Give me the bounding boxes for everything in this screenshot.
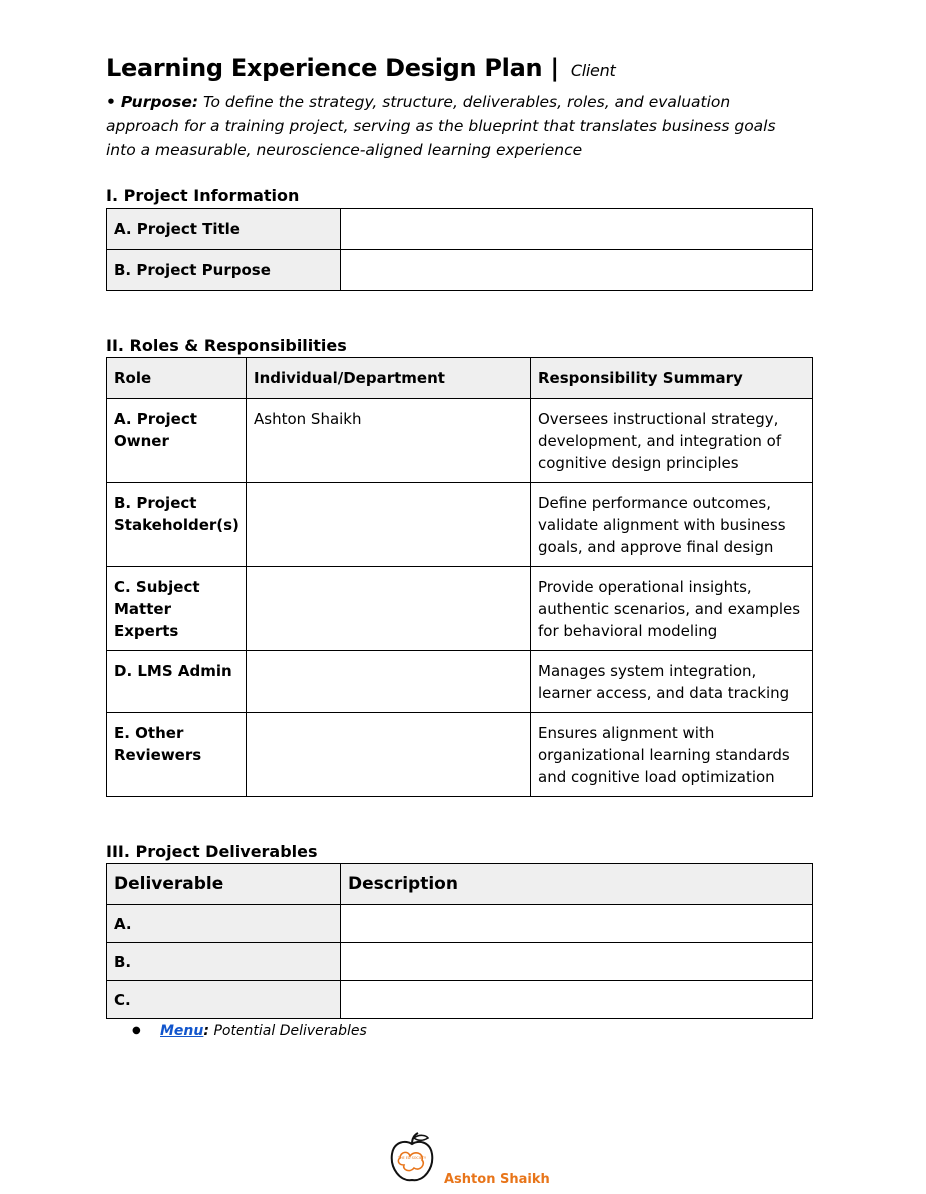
note-colon: : (203, 1023, 209, 1039)
table-row (107, 905, 813, 943)
deliverables-table (106, 863, 813, 1019)
title-separator: | (550, 54, 559, 82)
role-cell: E. Other Reviewers (107, 713, 247, 797)
purpose-text: To define the strategy, structure, deliverables, roles, and evaluation approach for a training project, serving as the blueprint that translates business goals into a measurable, neuroscience-aligned learning experience (106, 93, 776, 159)
column-header-summary: Responsibility Summary (531, 358, 813, 399)
purpose-bullet: • (106, 93, 116, 111)
table-row (107, 651, 813, 713)
purpose-statement (106, 90, 806, 162)
purpose-label: Purpose: (120, 93, 199, 111)
project-purpose-field[interactable] (341, 250, 813, 291)
menu-link[interactable]: Menu (160, 1023, 204, 1039)
client-label: Client (570, 61, 616, 80)
table-row (107, 943, 813, 981)
column-header-role: Role (107, 358, 247, 399)
roles-table (106, 357, 813, 797)
deliverable-label: A. (107, 905, 341, 943)
deliverable-description-field[interactable] (341, 943, 813, 981)
project-information-table (106, 208, 813, 291)
column-header-deliverable: Deliverable (107, 864, 341, 905)
deliverable-description-field[interactable] (341, 981, 813, 1019)
note-text: Potential Deliverables (213, 1023, 367, 1039)
table-row (107, 981, 813, 1019)
role-cell: B. Project Stakeholder(s) (107, 483, 247, 567)
table-row (107, 250, 813, 291)
project-purpose-label: B. Project Purpose (107, 250, 341, 291)
summary-cell: Oversees instructional strategy, development, and integration of cognitive design principles (531, 399, 813, 483)
logo-text: THE ED SOCIETY (397, 1156, 427, 1160)
section-project-information-heading: I. Project Information (106, 186, 300, 205)
role-cell: A. Project Owner (107, 399, 247, 483)
table-header-row (107, 864, 813, 905)
table-header-row (107, 358, 813, 399)
individual-cell[interactable] (247, 483, 531, 567)
table-row (107, 713, 813, 797)
deliverable-label: B. (107, 943, 341, 981)
individual-cell[interactable] (247, 713, 531, 797)
table-row (107, 567, 813, 651)
project-title-field[interactable] (341, 209, 813, 250)
role-cell: D. LMS Admin (107, 651, 247, 713)
individual-cell[interactable]: Ashton Shaikh (247, 399, 531, 483)
individual-cell[interactable] (247, 651, 531, 713)
table-row (107, 483, 813, 567)
summary-cell: Manages system integration, learner access, and data tracking (531, 651, 813, 713)
role-cell: C. Subject Matter Experts (107, 567, 247, 651)
deliverable-description-field[interactable] (341, 905, 813, 943)
summary-cell: Provide operational insights, authentic scenarios, and examples for behavioral modeling (531, 567, 813, 651)
individual-cell[interactable] (247, 567, 531, 651)
summary-cell: Define performance outcomes, validate alignment with business goals, and approve final design (531, 483, 813, 567)
footer-author-name: Ashton Shaikh (444, 1172, 550, 1187)
project-title-label: A. Project Title (107, 209, 341, 250)
deliverable-label: C. (107, 981, 341, 1019)
table-row (107, 209, 813, 250)
page-title (106, 54, 615, 82)
title-text: Learning Experience Design Plan (106, 54, 543, 82)
table-row (107, 399, 813, 483)
bullet-icon: ● (132, 1025, 141, 1036)
column-header-individual: Individual/Department (247, 358, 531, 399)
column-header-description: Description (341, 864, 813, 905)
deliverables-note (132, 1023, 367, 1039)
summary-cell: Ensures alignment with organizational learning standards and cognitive load optimization (531, 713, 813, 797)
section-roles-heading: II. Roles & Responsibilities (106, 336, 347, 355)
section-deliverables-heading: III. Project Deliverables (106, 842, 318, 861)
apple-brain-logo-icon (386, 1132, 438, 1186)
